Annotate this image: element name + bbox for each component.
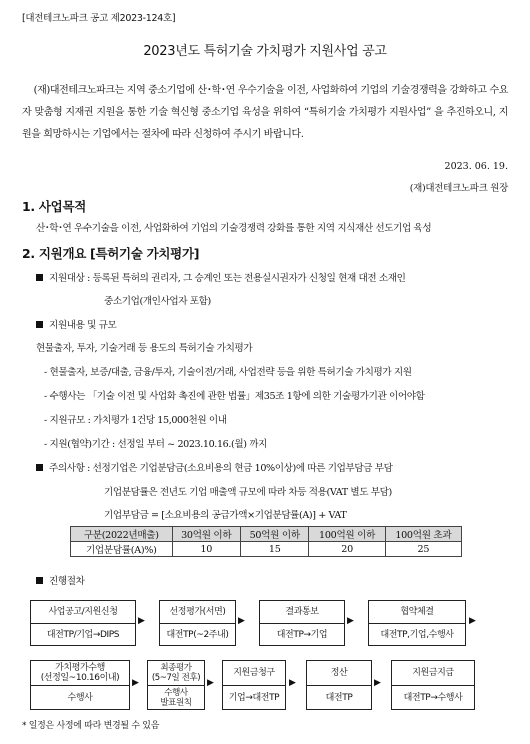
step-actor: 대전TP/기업→DIPS: [46, 630, 120, 640]
arrow-right-icon: ▶: [207, 678, 214, 688]
step-actor: 대전TP,기업,수행사: [380, 630, 454, 640]
table-header-cell: 50억원 이하: [240, 527, 308, 542]
section1-text: 산･학･연 우수기술을 이전, 사업화하여 기업의 기술경쟁력 강화를 통한 지역 지식재산 선도기업 육성: [36, 223, 432, 234]
step-title: 결과통보: [260, 601, 344, 624]
notes-line-1: [36, 460, 392, 474]
content-heading: [36, 317, 116, 331]
table-header-cell: 30억원 이하: [172, 527, 240, 542]
step-title: 사업공고/지원신청: [31, 601, 135, 624]
intro-paragraph: [22, 80, 508, 146]
table-header-row: [71, 527, 462, 542]
step-actor: 대전TP: [325, 693, 353, 703]
intro-text: (재)대전테크노파크는 지역 중소기업에 산･학･연 우수기술을 이전, 사업화하여 기업의 기술경쟁력을 강화하고 수요자 맞춤형 지재권 지원을 통한 기술 혁신형 중소기업 육성을 위하여 “특허기술 가치평가 지원사업” 을 추진하오니, 지원을 희망하시는 기업에서는 절차에 따라 신청하여 주시기 바랍니다.: [22, 85, 508, 140]
step-title: 지원금지급: [392, 661, 474, 686]
section2-heading: 2. 지원개요 [특허기술 가치평가]: [22, 246, 200, 261]
process-step-settlement: [306, 660, 372, 710]
content-heading-text: 지원내용 및 규모: [49, 320, 117, 331]
support-target: [36, 270, 406, 284]
section1-heading: 1. 사업목적: [22, 199, 86, 214]
page-title: 2023년도 특허기술 가치평가 지원사업 공고: [143, 44, 387, 59]
step-title: 협약체결: [369, 601, 465, 624]
table-row-label: 기업분담률(A)%): [71, 542, 173, 557]
step-actor: 대전TP→수행사: [403, 693, 463, 703]
notes-line-3: 기업부담금 = [소요비용의 공급가액×기업분담률(A)] + VAT: [104, 510, 347, 521]
process-step-payment: [391, 660, 475, 710]
step-actor: 대전TP→기업: [276, 630, 328, 640]
notice-number: [대전테크노파크 공고 제2023-124호]: [22, 13, 176, 24]
step-actor: 기업→대전TP: [228, 693, 280, 703]
process-step-agreement: [368, 600, 466, 646]
process-step-valuation: [30, 660, 130, 710]
table-header-cell: 구분(2022년매출): [71, 527, 173, 542]
process-heading-text: 진행절차: [49, 576, 85, 587]
table-row: [71, 542, 462, 557]
arrow-right-icon: ▶: [374, 678, 381, 688]
step-title: 최종평가 (5~7일 전후): [148, 661, 204, 686]
table-cell: 20: [309, 542, 385, 557]
process-step-final-evaluation: [147, 660, 205, 710]
process-step-evaluation: [159, 600, 236, 646]
notice-date: 2023. 06. 19.: [444, 161, 508, 172]
content-item-2: - 수행사는 「기술 이전 및 사업화 촉진에 관한 법률」제35조 1항에 의한 기술평가기관 이어야함: [44, 391, 425, 402]
table-cell: 15: [240, 542, 308, 557]
arrow-right-icon: ▶: [132, 678, 139, 688]
process-heading: [36, 573, 84, 587]
step-title: 가치평가수행 (선정일~10.16이내): [31, 661, 129, 686]
content-subheading: 현물출자, 투자, 기술거래 등 용도의 특허기술 가치평가: [36, 343, 253, 354]
step-actor: 대전TP(~2주내): [166, 630, 229, 640]
step-actor: 수행사: [67, 693, 93, 703]
table-cell: 10: [172, 542, 240, 557]
bullet-square-icon: [36, 464, 43, 471]
arrow-right-icon: ▶: [238, 616, 245, 626]
table-cell: 25: [385, 542, 461, 557]
notes-line-2: 기업분담률은 전년도 기업 매출액 규모에 따라 차등 적용(VAT 별도 부담): [104, 487, 392, 498]
support-target-text: 지원대상 : 등록된 특허의 권리자, 그 승계인 또는 전용실시권자가 신청일 현재 대전 소재인: [49, 273, 406, 284]
step-title: 선정평가(서면): [160, 601, 235, 624]
support-target-cont: 중소기업(개인사업자 포함): [104, 296, 211, 307]
organization-name: (재)대전테크노파크 원장: [409, 183, 508, 194]
step-title: 정산: [307, 661, 371, 686]
process-step-result: [259, 600, 345, 646]
step-title: 지원금청구: [223, 661, 285, 686]
step-actor: 수행사 발표원칙: [160, 688, 192, 708]
arrow-right-icon: ▶: [289, 678, 296, 688]
notes-text-1: 주의사항 : 선정기업은 기업분담금(소요비용의 현금 10%이상)에 따른 기업부담금 부담: [49, 463, 393, 474]
footnote: * 일정은 사정에 따라 변경될 수 있음: [22, 721, 160, 731]
arrow-right-icon: ▶: [469, 616, 476, 626]
table-header-cell: 100억원 이하: [309, 527, 385, 542]
content-item-1: - 현물출자, 보증/대출, 금융/투자, 기술이전/거래, 사업전략 등을 위한 특허기술 가치평가 지원: [44, 367, 412, 378]
table-header-cell: 100억원 초과: [385, 527, 461, 542]
arrow-right-icon: ▶: [347, 616, 354, 626]
content-item-4: - 지원(협약)기간 : 선정일 부터 ~ 2023.10.16.(월) 까지: [44, 439, 267, 450]
process-step-apply: [30, 600, 136, 646]
arrow-right-icon: ▶: [138, 616, 145, 626]
bullet-square-icon: [36, 274, 43, 281]
cost-share-table: [70, 526, 462, 557]
bullet-square-icon: [36, 321, 43, 328]
content-item-3: - 지원규모 : 가치평가 1건당 15,000천원 이내: [44, 415, 227, 426]
process-step-claim: [222, 660, 286, 710]
bullet-square-icon: [36, 577, 43, 584]
